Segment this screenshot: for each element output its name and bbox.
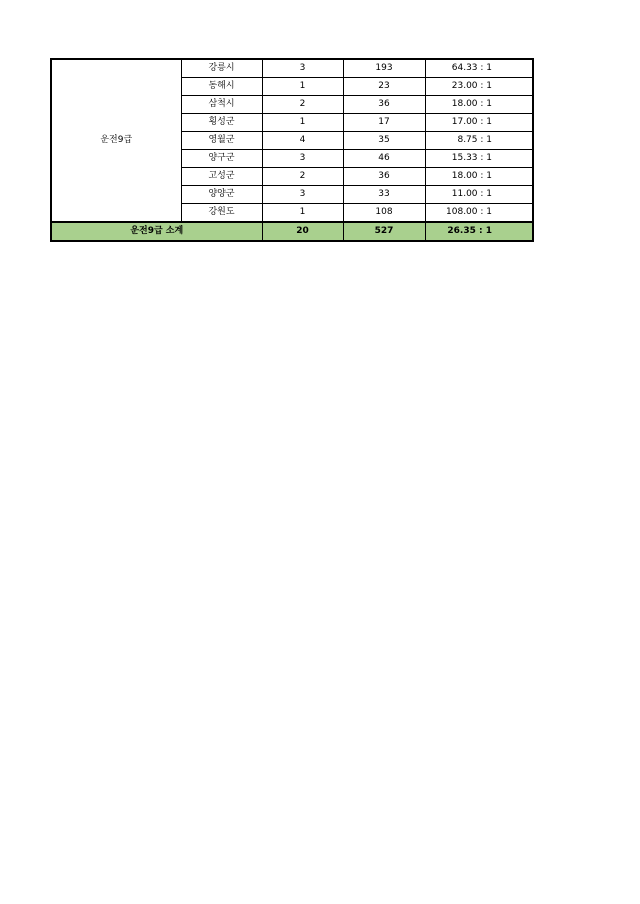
ratio-cell: 23.00 : 1 — [425, 78, 533, 96]
positions-cell: 4 — [262, 132, 343, 150]
ratio-cell: 64.33 : 1 — [425, 59, 533, 78]
ratio-cell: 18.00 : 1 — [425, 96, 533, 114]
region-cell: 삼척시 — [181, 96, 262, 114]
positions-cell: 3 — [262, 150, 343, 168]
region-cell: 영월군 — [181, 132, 262, 150]
region-cell: 동해시 — [181, 78, 262, 96]
positions-cell: 2 — [262, 96, 343, 114]
region-cell: 고성군 — [181, 168, 262, 186]
applicants-cell: 33 — [343, 186, 425, 204]
group-label-cell: 운전9급 — [51, 59, 181, 222]
applicants-cell: 46 — [343, 150, 425, 168]
positions-cell: 1 — [262, 114, 343, 132]
ratio-cell: 11.00 : 1 — [425, 186, 533, 204]
positions-cell: 2 — [262, 168, 343, 186]
table-row — [51, 59, 533, 78]
subtotal-positions: 20 — [262, 222, 343, 241]
subtotal-ratio: 26.35 : 1 — [425, 222, 533, 241]
applicants-cell: 35 — [343, 132, 425, 150]
applicants-cell: 23 — [343, 78, 425, 96]
competition-ratio-table — [50, 58, 534, 242]
positions-cell: 3 — [262, 186, 343, 204]
ratio-cell: 18.00 : 1 — [425, 168, 533, 186]
region-cell: 강원도 — [181, 204, 262, 223]
applicants-cell: 193 — [343, 59, 425, 78]
subtotal-applicants: 527 — [343, 222, 425, 241]
positions-cell: 1 — [262, 78, 343, 96]
ratio-cell: 15.33 : 1 — [425, 150, 533, 168]
region-cell: 강릉시 — [181, 59, 262, 78]
subtotal-row — [51, 222, 533, 241]
subtotal-label: 운전9급 소계 — [51, 222, 262, 241]
region-cell: 양구군 — [181, 150, 262, 168]
applicants-cell: 36 — [343, 96, 425, 114]
ratio-cell: 8.75 : 1 — [425, 132, 533, 150]
region-cell: 횡성군 — [181, 114, 262, 132]
ratio-cell: 17.00 : 1 — [425, 114, 533, 132]
positions-cell: 3 — [262, 59, 343, 78]
ratio-cell: 108.00 : 1 — [425, 204, 533, 223]
region-cell: 양양군 — [181, 186, 262, 204]
positions-cell: 1 — [262, 204, 343, 223]
applicants-cell: 108 — [343, 204, 425, 223]
applicants-cell: 17 — [343, 114, 425, 132]
applicants-cell: 36 — [343, 168, 425, 186]
